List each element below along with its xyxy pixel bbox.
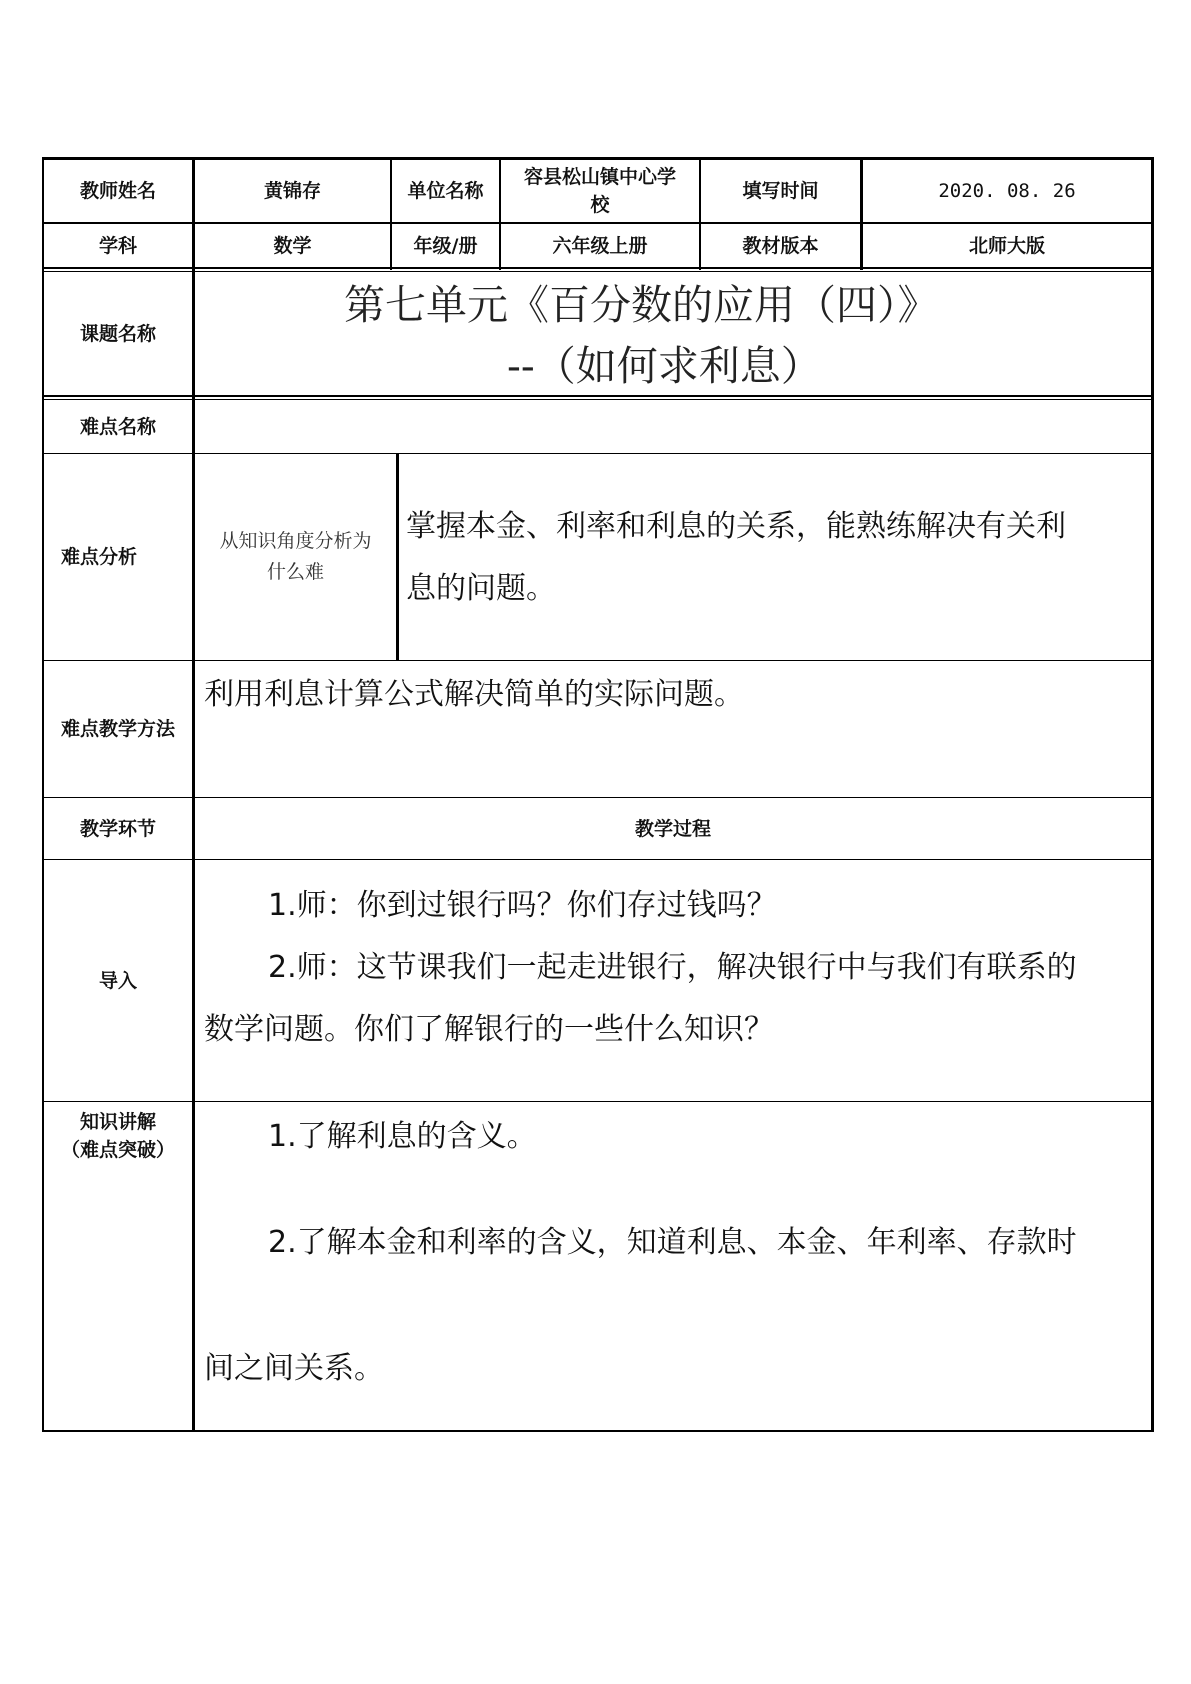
analysis-sublabel-line1: 从知识角度分析为 — [219, 530, 372, 552]
unit-name-label: 单位名称 — [407, 180, 484, 202]
unit-name-value — [501, 160, 699, 222]
process-content-header: 教学过程 — [634, 817, 711, 840]
subject-label: 学科 — [98, 234, 137, 257]
subject-value: 数学 — [273, 234, 312, 257]
border-analysis-bottom — [42, 660, 1154, 661]
difficulty-name-label: 难点名称 — [79, 415, 156, 438]
fill-date-value: 2020. 08. 26 — [938, 180, 1076, 202]
difficulty-name-value — [195, 400, 1151, 453]
topic-label: 课题名称 — [79, 322, 156, 345]
intro-line2: 2.师：这节课我们一起走进银行，解决银行中与我们有联系的 — [268, 950, 1077, 985]
grade-value: 六年级上册 — [552, 234, 648, 257]
teaching-method-label: 难点教学方法 — [60, 718, 175, 740]
edition-value: 北师大版 — [968, 234, 1045, 257]
teacher-name-label: 教师姓名 — [79, 180, 156, 202]
analysis-text-line2: 息的问题。 — [406, 571, 556, 606]
border-row2-bottom — [42, 267, 1154, 269]
knowledge-line2: 2.了解本金和利率的含义，知道利息、本金、年利率、存款时 — [268, 1225, 1077, 1260]
intro-line3: 数学问题。你们了解银行的一些什么知识？ — [204, 1012, 774, 1047]
border-col1 — [192, 157, 195, 1432]
teaching-method-text: 利用利息计算公式解决简单的实际问题。 — [204, 677, 744, 712]
topic-title-line1: 第七单元《百分数的应用（四）》 — [344, 281, 939, 329]
knowledge-line1: 1.了解利息的含义。 — [268, 1119, 537, 1154]
border-process-header-bottom — [42, 859, 1154, 860]
border-intro-bottom — [42, 1101, 1154, 1102]
difficulty-analysis-label: 难点分析 — [60, 546, 137, 568]
border-topic-bottom — [42, 395, 1154, 397]
intro-line1: 1.师：你到过银行吗？你们存过钱吗？ — [268, 888, 777, 923]
analysis-text-line1: 掌握本金、利率和利息的关系，能熟练解决有关利 — [406, 509, 1066, 544]
edition-label: 教材版本 — [742, 234, 819, 257]
border-row2-bottom-b — [42, 271, 1154, 272]
border-analysis-divider — [396, 453, 399, 661]
knowledge-label — [44, 1106, 192, 1166]
knowledge-label-line2: （难点突破） — [60, 1139, 175, 1161]
grade-label: 年级/册 — [413, 234, 478, 257]
border-bottom — [42, 1430, 1154, 1432]
knowledge-label-line1: 知识讲解 — [79, 1111, 156, 1133]
analysis-sublabel — [195, 454, 396, 660]
intro-label: 导入 — [98, 969, 137, 992]
knowledge-line3: 间之间关系。 — [204, 1351, 384, 1386]
topic-title-line2: --（如何求利息） — [507, 342, 822, 390]
teacher-name-value: 黄锦存 — [263, 180, 321, 202]
fill-date-label: 填写时间 — [742, 180, 819, 202]
process-step-header: 教学环节 — [79, 817, 156, 840]
analysis-sublabel-line2: 什么难 — [266, 561, 324, 583]
border-right — [1151, 157, 1154, 1432]
unit-name-line1: 容县松山镇中心学 — [523, 166, 676, 188]
unit-name-line2: 校 — [590, 194, 610, 216]
